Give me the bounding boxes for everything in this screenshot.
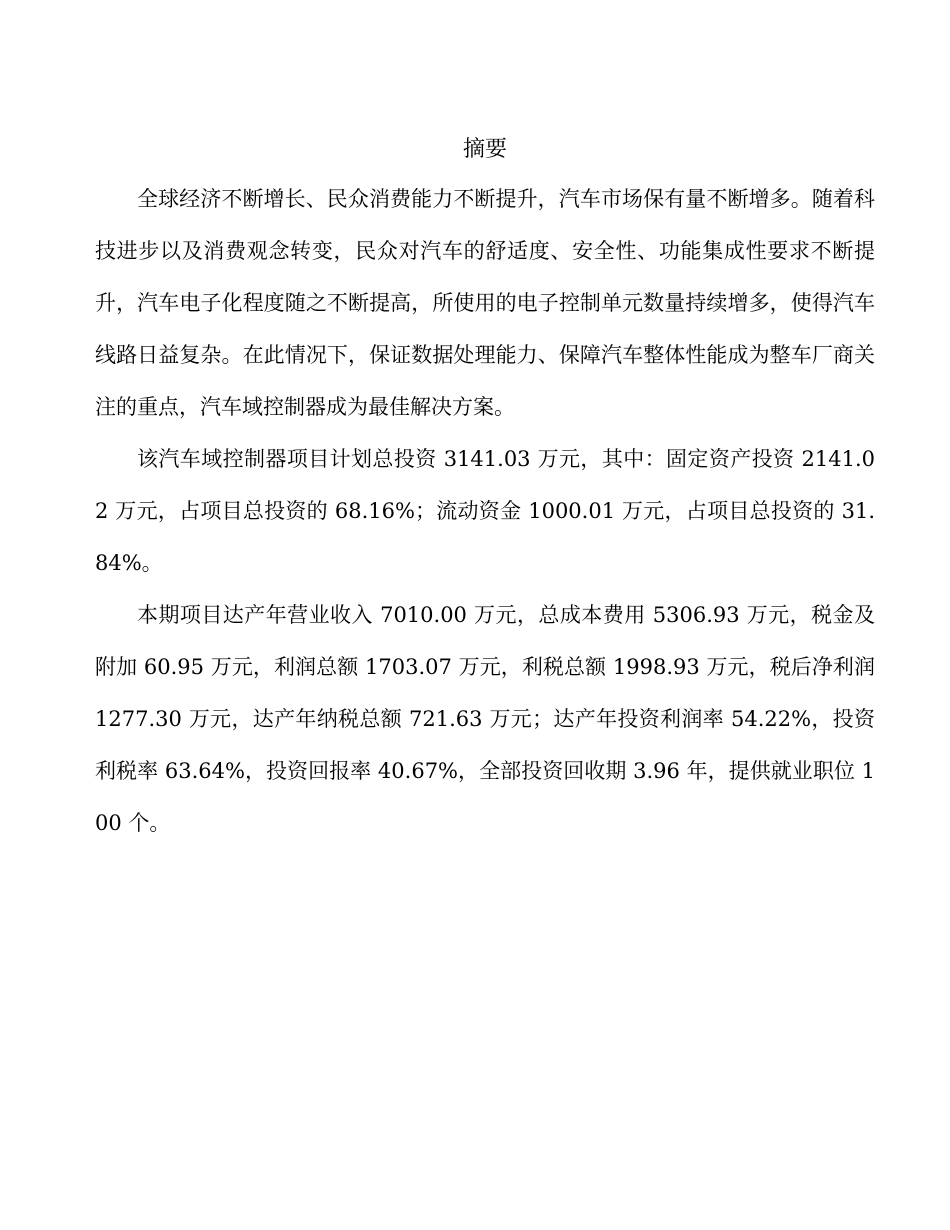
abstract-title: 摘要 — [462, 137, 507, 162]
abstract-paragraph-background: 全球经济不断增长、民众消费能力不断提升，汽车市场保有量不断增多。随着科技进步以及消费观念转变，民众对汽车的舒适度、安全性、功能集成性要求不断提升，汽车电子化程度随之不断提高，所使用的电子控制单元数量持续增多，使得汽车线路日益复杂。在此情况下，保证数据处理能力、保障汽车整体性能成为整车厂商关注的重点，汽车域控制器成为最佳解决方案。 — [95, 187, 875, 419]
abstract-paragraph-financials: 本期项目达产年营业收入 7010.00 万元，总成本费用 5306.93 万元，税金及附加 60.95 万元，利润总额 1703.07 万元，利税总额 1998.93 万元，税后净利润 1277.30 万元，达产年纳税总额 721.63 万元；达产年投资利润率 54.22%，投资利税率 63.64%，投资回报率 40.67%，全部投资回收期 3.96 年，提供就业职位 100 个。 — [95, 603, 875, 835]
abstract-paragraph-investment: 该汽车域控制器项目计划总投资 3141.03 万元，其中：固定资产投资 2141.02 万元，占项目总投资的 68.16%；流动资金 1000.01 万元，占项目总投资的 31.84%。 — [95, 447, 875, 575]
document-page — [95, 128, 875, 849]
